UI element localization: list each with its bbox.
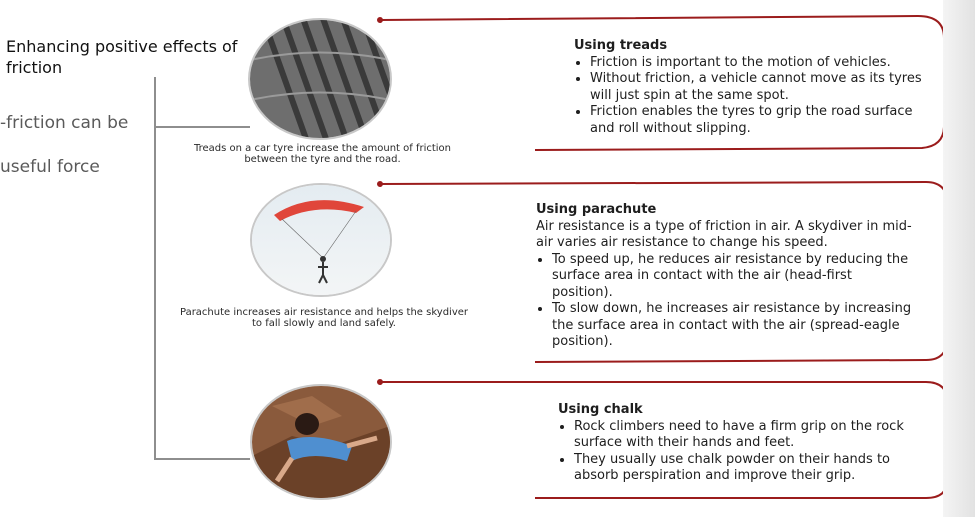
list-item: • Without friction, a vehicle cannot move as its tyres will just spin at the same spot. <box>590 71 926 104</box>
connector-branch <box>154 126 250 128</box>
parachute-heading: Using parachute <box>536 202 657 217</box>
parachute-caption: Parachute increases air resistance and helps the skydiver to fall slowly and land safely. <box>179 307 469 329</box>
parachute-text <box>536 202 916 351</box>
treads-text <box>574 38 926 137</box>
page-edge <box>943 0 975 517</box>
textbook-scan <box>150 0 975 517</box>
treads-heading: Using treads <box>574 38 668 53</box>
chalk-text <box>558 402 918 485</box>
list-item: • To speed up, he reduces air resistance by reducing the surface area in contact with the air (head-first position). <box>552 252 916 302</box>
list-item: • To slow down, he increases air resistance by increasing the surface area in contact with the air (spread-eagle position). <box>552 301 916 351</box>
chalk-heading: Using chalk <box>558 402 643 417</box>
side-text-line-2: useful force <box>0 157 100 177</box>
side-text-line-1: -friction can be <box>0 113 129 133</box>
connector-line <box>154 77 156 458</box>
slide-title: Enhancing positive effects of friction <box>6 37 238 77</box>
list-item: • Friction is important to the motion of vehicles. <box>590 55 926 72</box>
list-item: • Rock climbers need to have a firm grip on the rock surface with their hands and feet. <box>574 419 918 452</box>
list-item: • Friction enables the tyres to grip the road surface and roll without slipping. <box>590 104 926 137</box>
list-item: • They usually use chalk powder on their hands to absorb perspiration and improve their grip. <box>574 452 918 485</box>
tyre-tread-icon <box>250 20 390 138</box>
tyre-caption: Treads on a car tyre increase the amount of friction between the tyre and the road. <box>193 143 452 165</box>
connector-branch <box>154 458 250 460</box>
parachute-intro: Air resistance is a type of friction in air. A skydiver in mid-air varies air resistance to change his speed. <box>536 218 912 250</box>
